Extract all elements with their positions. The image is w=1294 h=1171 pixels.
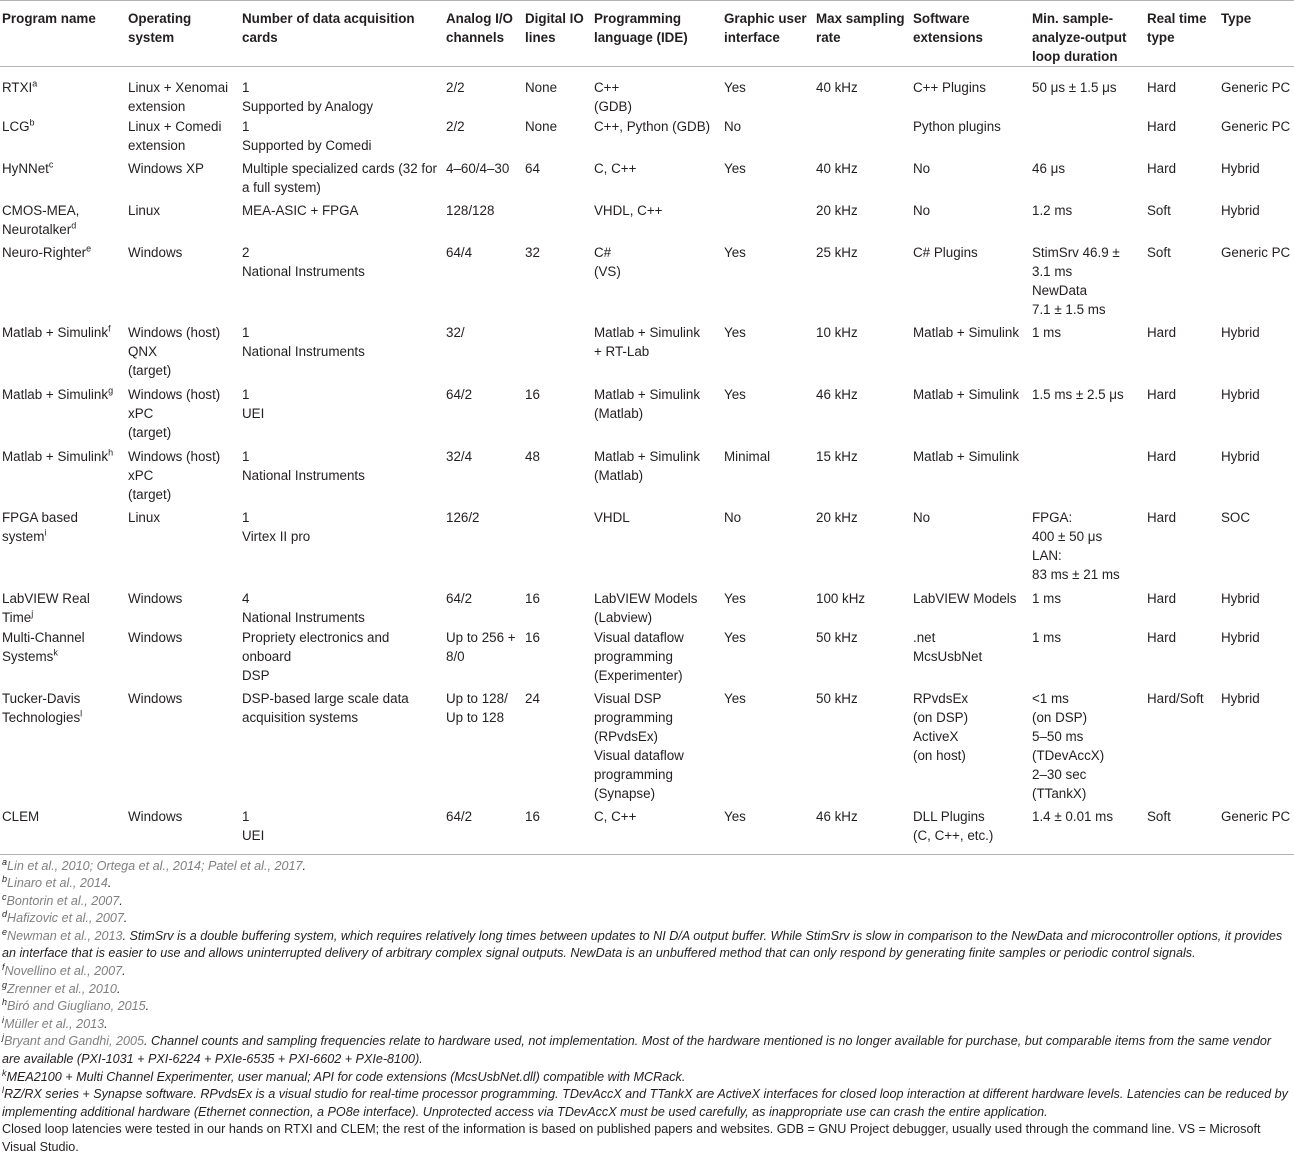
footnote <box>2 893 1292 911</box>
table-row <box>0 158 1294 200</box>
cell-cards: DSP-based large scale data acquisition systems <box>242 691 409 725</box>
cell-digital-io: None <box>525 80 558 95</box>
cell-cards: Propriety electronics and onboard DSP <box>242 630 390 683</box>
cell-gui: Yes <box>724 630 746 645</box>
table-row <box>0 588 1294 627</box>
cell-sampling-rate: 50 kHz <box>816 630 858 645</box>
table-row <box>0 446 1294 507</box>
cell-cards: 1 National Instruments <box>242 325 365 359</box>
cell-os: Windows XP <box>128 161 204 176</box>
cell-digital-io <box>523 200 592 242</box>
cell-type: Generic PC <box>1221 809 1291 824</box>
cell-cards: 1 Supported by Comedi <box>242 119 372 153</box>
cell-gui: Yes <box>724 161 746 176</box>
footnote <box>2 928 1292 963</box>
cell-os: Linux <box>128 203 161 218</box>
footnote-mark: k <box>2 1067 7 1078</box>
cell-extensions: Matlab + Simulink <box>913 449 1020 464</box>
table-footnotes <box>0 855 1294 1157</box>
cell-cards: Multiple specialized cards (32 for a full system) <box>242 161 437 195</box>
cell-loop-duration: 46 μs <box>1032 161 1066 176</box>
cell-program-name <box>0 158 126 200</box>
cell-cards: 1 Supported by Analogy <box>242 80 374 114</box>
cell-digital-io: 16 <box>525 630 540 645</box>
table-row <box>0 200 1294 242</box>
header-programming-language: Programming language (IDE) <box>594 11 688 45</box>
footnote-citation[interactable]: Hafizovic et al., 2007 <box>7 911 124 926</box>
cell-language: C# (VS) <box>594 245 621 279</box>
cell-gui: Yes <box>724 325 746 340</box>
cell-program-name <box>0 242 126 322</box>
cell-real-time-type: Hard <box>1147 449 1177 464</box>
cell-loop-duration: 1 ms <box>1032 630 1062 645</box>
cell-language: VHDL <box>594 510 630 525</box>
cell-cards: 1 National Instruments <box>242 449 365 483</box>
footnote <box>2 1033 1292 1068</box>
cell-analog-io: 32/ <box>446 325 465 340</box>
cell-language: Matlab + Simulink (Matlab) <box>594 387 701 421</box>
cell-gui: Yes <box>724 809 746 824</box>
table-row <box>0 67 1294 117</box>
cell-program-name <box>0 507 126 588</box>
footnote-citation[interactable]: Newman et al., 2013 <box>7 928 123 943</box>
footnote-marker: l <box>80 708 83 719</box>
cell-loop-duration: 50 μs ± 1.5 μs <box>1032 80 1117 95</box>
cell-program-name <box>0 200 126 242</box>
cell-analog-io: Up to 256 + 8/0 <box>446 630 516 664</box>
cell-digital-io: 48 <box>525 449 540 464</box>
cell-program-name <box>0 588 126 627</box>
cell-real-time-type: Hard <box>1147 325 1177 340</box>
footnote-marker: a <box>32 78 38 89</box>
cell-sampling-rate: 40 kHz <box>816 80 858 95</box>
cell-type: Generic PC <box>1221 119 1291 134</box>
footnote-text: . <box>119 893 123 908</box>
cell-real-time-type: Hard <box>1147 80 1177 95</box>
footnote-marker: k <box>53 647 58 658</box>
footnote-marker: i <box>44 527 47 538</box>
cell-analog-io: 128/128 <box>446 203 495 218</box>
cell-os: Windows (host) xPC (target) <box>128 449 221 502</box>
cell-digital-io: None <box>525 119 558 134</box>
cell-language: Visual DSP programming (RPvdsEx) Visual dataflow programming (Synapse) <box>594 691 684 801</box>
cell-real-time-type: Soft <box>1147 245 1171 260</box>
cell-type: Hybrid <box>1221 325 1260 340</box>
cell-digital-io: 16 <box>525 809 540 824</box>
cell-analog-io: 32/4 <box>446 449 473 464</box>
footnote <box>2 981 1292 999</box>
cell-sampling-rate: 15 kHz <box>816 449 858 464</box>
cell-extensions: .net McsUsbNet <box>913 630 983 664</box>
header-program-name: Program name <box>2 11 96 26</box>
cell-cards: 4 National Instruments <box>242 591 365 625</box>
footnote <box>2 1086 1292 1121</box>
cell-analog-io: 2/2 <box>446 119 465 134</box>
cell-gui: No <box>724 510 742 525</box>
footnote-mark: b <box>2 873 8 884</box>
table-row <box>0 688 1294 806</box>
program-name-text: Matlab + Simulink <box>2 449 109 464</box>
cell-os: Windows <box>128 591 183 606</box>
header-digital-io: Digital IO lines <box>525 11 584 45</box>
footnote-mark: d <box>2 909 8 920</box>
cell-type: Hybrid <box>1221 591 1260 606</box>
cell-loop-duration: StimSrv 46.9 ± 3.1 ms NewData 7.1 ± 1.5 ms <box>1032 245 1120 317</box>
cell-sampling-rate: 10 kHz <box>816 325 858 340</box>
cell-extensions: C++ Plugins <box>913 80 986 95</box>
table-row <box>0 806 1294 854</box>
footnote-text: MEA2100 + Multi Channel Experimenter, user manual; API for code extensions (McsUsbNet.dll) compatible with MCRack. <box>6 1069 686 1084</box>
cell-sampling-rate <box>814 116 911 158</box>
footnote-mark: a <box>2 856 8 867</box>
cell-program-name <box>0 322 126 384</box>
program-name-text: Matlab + Simulink <box>2 325 109 340</box>
cell-extensions: LabVIEW Models <box>913 591 1017 606</box>
cell-program-name <box>0 116 126 158</box>
cell-real-time-type: Soft <box>1147 203 1171 218</box>
cell-cards: 2 National Instruments <box>242 245 365 279</box>
footnote-marker: h <box>108 447 114 458</box>
cell-language: VHDL, C++ <box>594 203 663 218</box>
table-row <box>0 507 1294 588</box>
program-name-text: RTXI <box>2 80 33 95</box>
cell-digital-io: 64 <box>525 161 540 176</box>
cell-program-name <box>0 806 126 854</box>
footnote-marker: j <box>31 608 34 619</box>
cell-digital-io: 16 <box>525 591 540 606</box>
footnote-mark: l <box>2 1085 4 1096</box>
cell-real-time-type: Hard <box>1147 630 1177 645</box>
table-row <box>0 322 1294 384</box>
cell-loop-duration: FPGA: 400 ± 50 μs LAN: 83 ms ± 21 ms <box>1032 510 1120 582</box>
cell-type: Generic PC <box>1221 80 1291 95</box>
footnote-text: . <box>104 1016 108 1031</box>
cell-program-name <box>0 688 126 806</box>
footnote-text: . <box>116 981 121 996</box>
program-name-text: Tucker-Davis Technologies <box>2 691 81 725</box>
cell-extensions: Python plugins <box>913 119 1001 134</box>
cell-analog-io: 4–60/4–30 <box>446 161 510 176</box>
cell-language: LabVIEW Models (Labview) <box>594 591 698 625</box>
cell-gui: No <box>724 119 742 134</box>
table-row <box>0 242 1294 322</box>
footnote-mark: j <box>2 1032 4 1043</box>
cell-language: C, C++ <box>594 161 637 176</box>
cell-loop-duration: 1.2 ms <box>1032 203 1073 218</box>
cell-loop-duration <box>1030 446 1145 507</box>
header-software-extensions: Software extensions <box>913 11 983 45</box>
cell-analog-io: 64/2 <box>446 387 473 402</box>
footnote-mark: e <box>2 926 8 937</box>
cell-cards: 1 UEI <box>242 387 265 421</box>
cell-gui: Yes <box>724 691 746 706</box>
closing-note: Closed loop latencies were tested in our hands on RTXI and CLEM; the rest of the information is based on published papers and websites. GDB = GNU Project debugger, usually used through the command line. VS = Microsoft Visual Studio. <box>2 1122 1261 1154</box>
header-real-time-type: Real time type <box>1147 11 1207 45</box>
cell-sampling-rate: 20 kHz <box>816 510 858 525</box>
cell-sampling-rate: 100 kHz <box>816 591 866 606</box>
cell-loop-duration: 1.5 ms ± 2.5 μs <box>1032 387 1124 402</box>
cell-cards: MEA-ASIC + FPGA <box>242 203 359 218</box>
cell-type: Hybrid <box>1221 691 1260 706</box>
cell-language: C++ (GDB) <box>594 80 632 114</box>
cell-type: SOC <box>1221 510 1251 525</box>
cell-language: C, C++ <box>594 809 637 824</box>
cell-analog-io: 2/2 <box>446 80 465 95</box>
footnote-text: RZ/RX series + Synapse software. RPvdsEx is a visual studio for real-time processor programming. TDevAccX and TTankX are ActiveX interfaces for closed loop interaction at different hardware levels. Latencies can be reduced by implementing additional hardware (Ethernet connection, a PO8e interface). Unprotected access via TDevAccX must be used carefully, as inappropriate use can crash the entire application. <box>2 1087 1288 1119</box>
footnote-marker: g <box>108 385 114 396</box>
cell-sampling-rate: 25 kHz <box>816 245 858 260</box>
table-row <box>0 384 1294 446</box>
cell-type: Generic PC <box>1221 245 1291 260</box>
cell-real-time-type: Hard <box>1147 387 1177 402</box>
cell-os: Linux + Comedi extension <box>128 119 222 153</box>
cell-real-time-type: Hard <box>1147 119 1177 134</box>
footnote-mark: h <box>2 997 8 1008</box>
cell-real-time-type: Hard/Soft <box>1147 691 1204 706</box>
cell-os: Windows <box>128 630 183 645</box>
cell-digital-io <box>523 507 592 588</box>
cell-sampling-rate: 50 kHz <box>816 691 858 706</box>
cell-digital-io: 32 <box>525 245 540 260</box>
table-header <box>0 1 1294 67</box>
cell-loop-duration: 1 ms <box>1032 591 1062 606</box>
cell-os: Windows (host) xPC (target) <box>128 387 221 440</box>
cell-analog-io: Up to 128/ Up to 128 <box>446 691 508 725</box>
header-acquisition-cards: Number of data acquisition cards <box>242 11 415 45</box>
footnote-citation[interactable]: Bontorin et al., 2007 <box>6 893 120 908</box>
cell-type: Hybrid <box>1221 203 1260 218</box>
footnote-citation[interactable]: Bryant and Gandhi, 2005 <box>4 1034 145 1049</box>
cell-cards: 1 Virtex II pro <box>242 510 311 544</box>
footnote-text: . Channel counts and sampling frequencies relate to hardware used, not implementation. Most of the hardware mentioned is no longer available for purchase, but comparable items from the same vendor are available (PXI-1031 + PXI-6224 + PXIe-6535 + PXI-6602 + PXIe-8100). <box>2 1034 1272 1067</box>
footnote <box>2 858 1292 876</box>
cell-gui: Yes <box>724 387 746 402</box>
cell-digital-io <box>523 322 592 384</box>
cell-sampling-rate: 46 kHz <box>816 809 858 824</box>
cell-program-name <box>0 627 126 688</box>
footnote-mark: c <box>2 891 7 902</box>
footnote <box>2 998 1292 1016</box>
cell-extensions: Matlab + Simulink <box>913 387 1020 402</box>
table-row <box>0 627 1294 688</box>
cell-digital-io: 24 <box>525 691 540 706</box>
header-loop-duration: Min. sample-analyze-output loop duration <box>1032 11 1127 64</box>
table-row <box>0 116 1294 158</box>
cell-type: Hybrid <box>1221 387 1260 402</box>
cell-extensions: No <box>913 203 931 218</box>
cell-sampling-rate: 20 kHz <box>816 203 858 218</box>
header-max-sampling-rate: Max sampling rate <box>816 11 905 45</box>
cell-program-name <box>0 384 126 446</box>
cell-language: Visual dataflow programming (Experimenter) <box>594 630 684 683</box>
cell-real-time-type: Hard <box>1147 591 1177 606</box>
cell-sampling-rate: 40 kHz <box>816 161 858 176</box>
footnote-citation[interactable]: Zrenner et al., 2010 <box>7 981 117 996</box>
program-name-text: HyNNet <box>2 161 49 176</box>
cell-extensions: No <box>913 510 931 525</box>
cell-extensions: No <box>913 161 931 176</box>
footnote-citation[interactable]: Novellino et al., 2007 <box>4 964 123 979</box>
footnote <box>2 1069 1292 1087</box>
header-type: Type <box>1221 11 1252 26</box>
cell-loop-duration <box>1030 116 1145 158</box>
header-analog-io: Analog I/O channels <box>446 11 513 45</box>
cell-language: Matlab + Simulink (Matlab) <box>594 449 701 483</box>
footnote <box>2 875 1292 893</box>
footnote-marker: f <box>108 323 111 334</box>
cell-os: Linux + Xenomai extension <box>128 80 229 114</box>
footnote <box>2 963 1292 981</box>
program-name-text: Neuro-Righter <box>2 245 87 260</box>
footnote-marker: d <box>71 220 77 231</box>
footnote-text: . <box>123 911 128 926</box>
program-name-text: Matlab + Simulink <box>2 387 109 402</box>
footnote-marker: b <box>29 117 35 128</box>
program-name-text: LabVIEW Real Time <box>2 591 90 625</box>
cell-language: Matlab + Simulink + RT-Lab <box>594 325 701 359</box>
cell-extensions: RPvdsEx (on DSP) ActiveX (on host) <box>913 691 969 763</box>
header-gui: Graphic user interface <box>724 11 807 45</box>
cell-analog-io: 64/2 <box>446 591 473 606</box>
footnote-citation[interactable]: Lin et al., 2010; Ortega et al., 2014; Patel et al., 2017 <box>7 858 303 873</box>
footnote-mark: f <box>2 961 5 972</box>
cell-sampling-rate: 46 kHz <box>816 387 858 402</box>
cell-extensions: Matlab + Simulink <box>913 325 1020 340</box>
footnote-mark: i <box>2 1014 4 1025</box>
cell-real-time-type: Hard <box>1147 510 1177 525</box>
program-name-text: FPGA based system <box>2 510 78 544</box>
cell-loop-duration: 1.4 ± 0.01 ms <box>1032 809 1114 824</box>
cell-os: Windows <box>128 245 183 260</box>
program-name-text: CLEM <box>2 809 40 824</box>
footnote-text: . <box>107 876 112 891</box>
cell-analog-io: 64/4 <box>446 245 473 260</box>
cell-digital-io: 16 <box>525 387 540 402</box>
footnote <box>2 910 1292 928</box>
cell-extensions: DLL Plugins (C, C++, etc.) <box>913 809 994 843</box>
footnote-marker: c <box>48 159 54 170</box>
footnote-text: . StimSrv is a double buffering system, which requires relatively long times between updates to NI D/A output buffer. While StimSrv is slow in comparison to the NewData and microcontroller options, it provides an interface that is easier to use and allows uninterrupted delivery of arbitrary complex signal outputs. NewData is an unbuffered method that can only respond by generating finite samples or periodic control signals. <box>2 928 1283 961</box>
footnote-citation[interactable]: Biró and Giugliano, 2015 <box>7 999 146 1014</box>
cell-gui: Minimal <box>724 449 771 464</box>
cell-gui: Yes <box>724 245 746 260</box>
cell-os: Windows <box>128 691 183 706</box>
cell-language: C++, Python (GDB) <box>594 119 711 134</box>
cell-type: Hybrid <box>1221 161 1260 176</box>
cell-type: Hybrid <box>1221 630 1260 645</box>
table-body <box>0 67 1294 855</box>
cell-gui: Yes <box>724 80 746 95</box>
cell-os: Windows (host) QNX (target) <box>128 325 221 378</box>
cell-cards: 1 UEI <box>242 809 265 843</box>
footnote-text: . <box>302 858 306 873</box>
cell-analog-io: 64/2 <box>446 809 473 824</box>
cell-gui <box>722 200 814 242</box>
cell-loop-duration: <1 ms (on DSP) 5–50 ms (TDevAccX) 2–30 sec (TTankX) <box>1032 691 1105 801</box>
footnote-text: . <box>122 964 126 979</box>
cell-analog-io: 126/2 <box>446 510 480 525</box>
header-operating-system: Operating system <box>128 11 192 45</box>
footnote-mark: g <box>2 979 8 990</box>
cell-loop-duration: 1 ms <box>1032 325 1062 340</box>
header-row <box>0 1 1294 67</box>
footnote-marker: e <box>86 243 92 254</box>
footnote-citation[interactable]: Müller et al., 2013 <box>4 1016 105 1031</box>
footnote-citation[interactable]: Linaro et al., 2014 <box>7 876 108 891</box>
footnote <box>2 1016 1292 1034</box>
cell-program-name <box>0 446 126 507</box>
footnote-text: . <box>145 999 150 1014</box>
cell-extensions: C# Plugins <box>913 245 978 260</box>
program-name-text: LCG <box>2 119 30 134</box>
cell-os: Windows <box>128 809 183 824</box>
cell-os: Linux <box>128 510 161 525</box>
cell-real-time-type: Soft <box>1147 809 1171 824</box>
cell-type: Hybrid <box>1221 449 1260 464</box>
program-name-text: Multi-Channel Systems <box>2 630 85 664</box>
program-name-text: CMOS-MEA, Neurotalker <box>2 203 80 237</box>
cell-program-name <box>0 67 126 117</box>
cell-real-time-type: Hard <box>1147 161 1177 176</box>
cell-gui: Yes <box>724 591 746 606</box>
